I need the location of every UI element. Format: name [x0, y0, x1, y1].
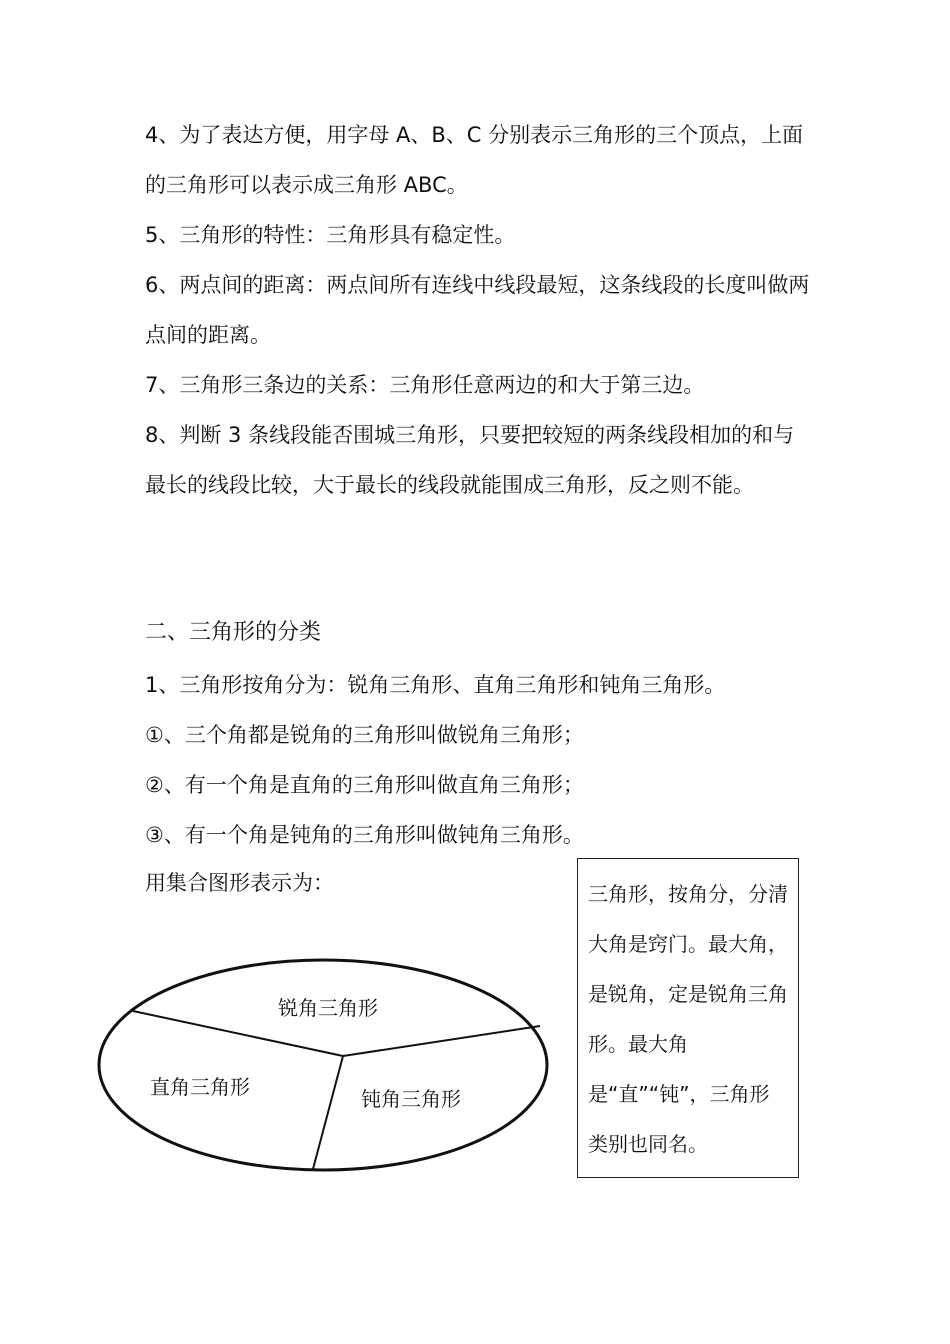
venn-label-acute: 锐角三角形	[278, 996, 378, 1020]
paragraph-4: 4、为了表达方便，用字母 A、B、C 分别表示三角形的三个顶点，上面的三角形可以表示成三角形 ABC。	[145, 123, 804, 197]
venn-intro: 用集合图形表示为：	[145, 871, 334, 895]
classification-acute: ①、三个角都是锐角的三角形叫做锐角三角形；	[145, 723, 584, 747]
rhyme-box	[577, 858, 799, 1178]
paragraph-8: 8、判断 3 条线段能否围城三角形，只要把较短的两条线段相加的和与最长的线段比较，大于最长的线段就能围成三角形，反之则不能。	[145, 423, 795, 497]
venn-label-right: 直角三角形	[150, 1075, 250, 1099]
classification-obtuse: ③、有一个角是钝角的三角形叫做钝角三角形。	[145, 823, 584, 847]
paragraph-7: 7、三角形三条边的关系：三角形任意两边的和大于第三边。	[145, 373, 705, 397]
classification-item-1: 1、三角形按角分为：锐角三角形、直角三角形和钝角三角形。	[145, 673, 726, 697]
rhyme-text: 三角形，按角分，分清大角是窍门。最大角，是锐角，定是锐角三角形。最大角是“直”“钝”，三角形类别也同名。	[588, 882, 788, 1156]
venn-divider-right	[343, 1026, 540, 1056]
venn-svg	[95, 955, 555, 1175]
paragraph-5: 5、三角形的特性：三角形具有稳定性。	[145, 223, 516, 247]
classification-right: ②、有一个角是直角的三角形叫做直角三角形；	[145, 773, 584, 797]
paragraph-6: 6、两点间的距离：两点间所有连线中线段最短，这条线段的长度叫做两点间的距离。	[145, 273, 810, 347]
venn-divider-bottom	[313, 1056, 343, 1169]
venn-label-obtuse: 钝角三角形	[361, 1087, 461, 1111]
section-title: 二、三角形的分类	[145, 620, 322, 645]
venn-diagram	[95, 955, 555, 1175]
